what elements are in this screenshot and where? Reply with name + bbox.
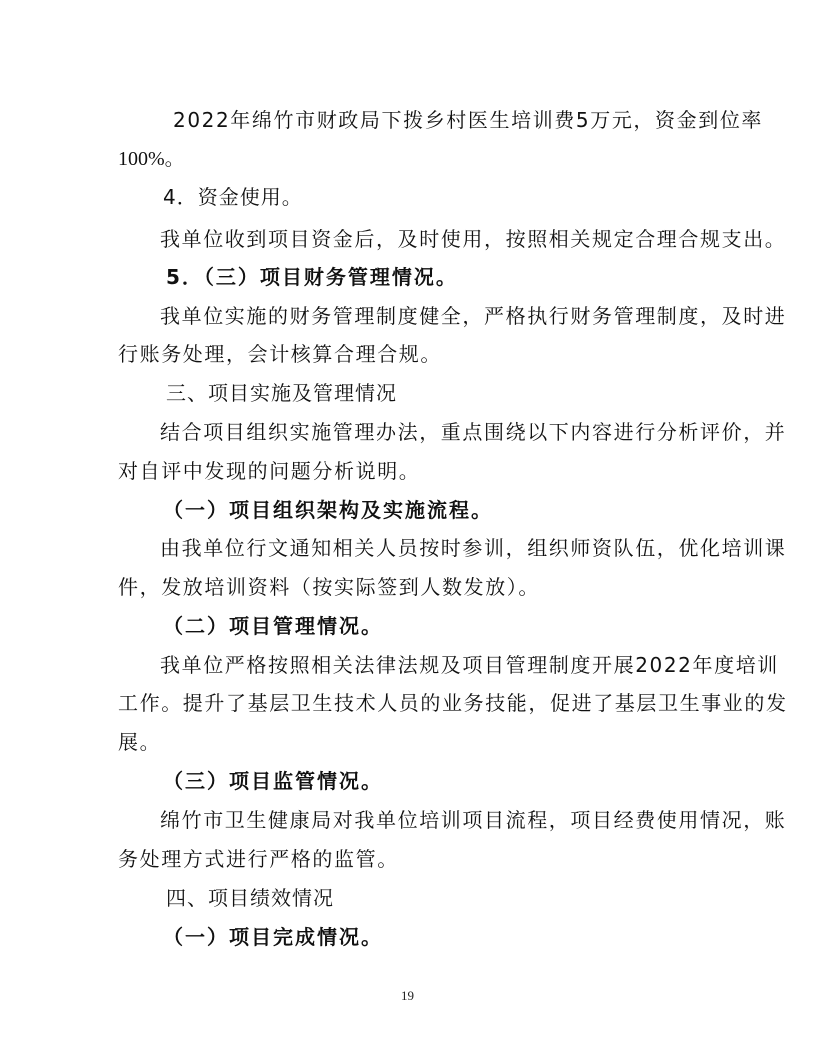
page-number: 19 [401, 988, 414, 1003]
supervision-paragraph-line-2: 务处理方式进行严格的监管。 [118, 847, 399, 871]
section-heading-fund-usage: 4．资金使用。 [163, 185, 303, 209]
management-paragraph-line-1: 我单位严格按照相关法律法规及项目管理制度开展2022年度培训 [160, 653, 779, 677]
funding-paragraph-line-1: 2022年绵竹市财政局下拨乡村医生培训费5万元，资金到位率 [173, 108, 764, 132]
subheading-project-management: （二）项目管理情况。 [163, 614, 383, 638]
management-paragraph-line-3: 展。 [118, 730, 162, 754]
organization-paragraph-line-1: 由我单位行文通知相关人员按时参训，组织师资队伍，优化培训课 [160, 536, 787, 560]
supervision-paragraph-line-1: 绵竹市卫生健康局对我单位培训项目流程，项目经费使用情况，账 [160, 808, 787, 832]
organization-paragraph-line-2: 件，发放培训资料（按实际签到人数发放）。 [118, 575, 540, 599]
subheading-organization-structure: （一）项目组织架构及实施流程。 [163, 498, 493, 522]
management-paragraph-line-2: 工作。提升了基层卫生技术人员的业务技能，促进了基层卫生事业的发 [118, 691, 788, 715]
financial-paragraph-line-2: 行账务处理，会计核算合理合规。 [118, 342, 442, 366]
funding-paragraph-line-2: 100%。 [118, 148, 185, 170]
subheading-supervision: （三）项目监管情况。 [163, 769, 383, 793]
subheading-completion: （一）项目完成情况。 [163, 925, 383, 949]
section-heading-financial-management: 5．（三）项目财务管理情况。 [166, 265, 458, 289]
financial-paragraph-line-1: 我单位实施的财务管理制度健全，严格执行财务管理制度，及时进 [160, 304, 787, 328]
implementation-paragraph-line-2: 对自评中发现的问题分析说明。 [118, 459, 421, 483]
implementation-paragraph-line-1: 结合项目组织实施管理办法，重点围绕以下内容进行分析评价，并 [160, 420, 787, 444]
fund-usage-paragraph: 我单位收到项目资金后，及时使用，按照相关规定合理合规支出。 [160, 227, 787, 251]
section-heading-performance: 四、项目绩效情况 [166, 886, 334, 910]
section-heading-implementation: 三、项目实施及管理情况 [166, 381, 397, 405]
